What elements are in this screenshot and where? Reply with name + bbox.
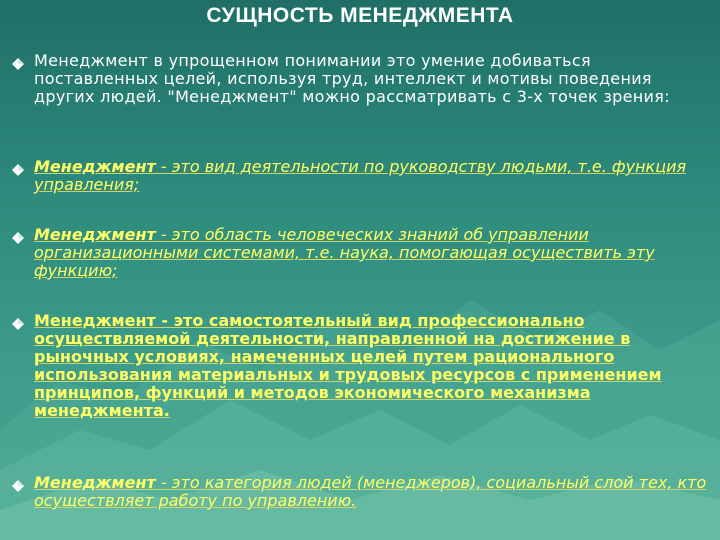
bullet-text: Менеджмент в упрощенном понимании это умение добиваться поставленных целей, используя труд, интеллект и мотивы поведения других людей. "Менеджмент" можно рассматривать с 3-х точек зрения: bbox=[34, 51, 670, 106]
diamond-bullet-icon bbox=[12, 318, 24, 330]
bullet-definition: - это область человеческих знаний об управлении организационными системами, т.е. наука, помогающая осуществить эту функцию; bbox=[34, 225, 655, 280]
bullet-term: Менеджмент bbox=[34, 225, 156, 244]
diamond-bullet-icon bbox=[12, 480, 24, 492]
diamond-bullet-icon bbox=[12, 58, 24, 70]
bullet-term: Менеджмент bbox=[34, 473, 156, 492]
bullet-term: Менеджмент bbox=[34, 157, 156, 176]
bullet-definition: - это категория людей (менеджеров), социальный слой тех, кто осуществляет работу по управлению. bbox=[34, 473, 707, 510]
bullet-text bbox=[34, 158, 712, 194]
bullet-text bbox=[34, 474, 712, 510]
slide-title: СУЩНОСТЬ МЕНЕДЖМЕНТА bbox=[206, 4, 514, 27]
diamond-bullet-icon bbox=[12, 164, 24, 176]
diamond-bullet-icon bbox=[12, 232, 24, 244]
bullet-text bbox=[34, 226, 712, 280]
bullet-text: Менеджмент - это самостоятельный вид профессионально осуществляемой деятельности, направленной на достижение в рыночных условиях, намеченных целей путем рационального использования материальных и трудовых ресурсов с применением принципов, функций и методов экономического механизма менеджмента. bbox=[34, 311, 662, 420]
bullet-definition: - это вид деятельности по руководству людьми, т.е. функция управления; bbox=[34, 157, 687, 194]
